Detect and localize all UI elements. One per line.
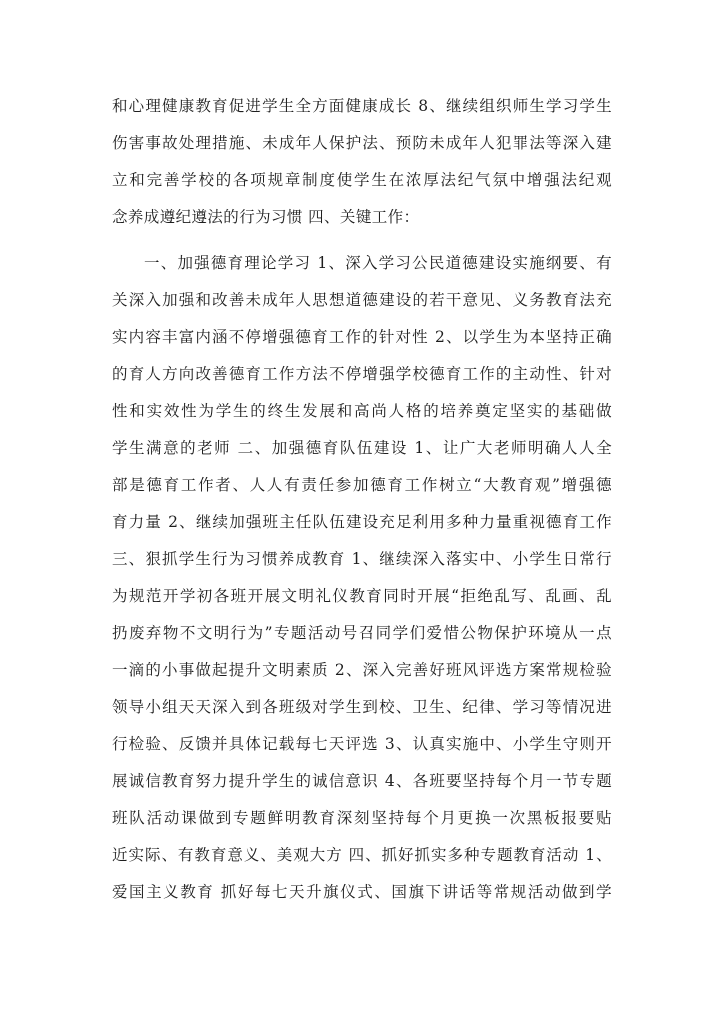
text-line: 育力量 2、继续加强班主任队伍建设充足利用多种力量重视德育工作 — [112, 513, 612, 531]
text-line: 一、加强德育理论学习 1、深入学习公民道德建设实施纲要、有 — [144, 254, 612, 272]
text-line: 部是德育工作者、人人有责任参加德育工作树立“大教育观”增强德 — [112, 476, 612, 494]
text-line: 关深入加强和改善未成年人思想道德建设的若干意见、义务教育法充 — [112, 291, 612, 309]
text-line: 念养成遵纪遵法的行为习惯 四、关键工作： — [112, 208, 420, 226]
text-line: 展诚信教育努力提升学生的诚信意识 4、各班要坚持每个月一节专题 — [112, 772, 612, 790]
text-line: 行检验、反馈并具体记载每七天评选 3、认真实施中、小学生守则开 — [112, 735, 612, 753]
text-line: 伤害事故处理措施、未成年人保护法、预防未成年人犯罪法等深入建 — [112, 134, 612, 152]
text-line: 立和完善学校的各项规章制度使学生在浓厚法纪气氛中增强法纪观 — [112, 171, 612, 189]
text-line: 一滴的小事做起提升文明素质 2、深入完善好班风评选方案常规检验 — [112, 661, 612, 679]
text-line: 性和实效性为学生的终生发展和高尚人格的培养奠定坚实的基础做 — [112, 402, 612, 420]
text-line: 近实际、有教育意义、美观大方 四、抓好抓实多种专题教育活动 1、 — [112, 846, 612, 864]
text-line: 为规范开学初各班开展文明礼仪教育同时开展“拒绝乱写、乱画、乱 — [112, 587, 612, 605]
text-line: 实内容丰富内涵不停增强德育工作的针对性 2、以学生为本坚持正确 — [112, 328, 612, 346]
text-line: 扔废弃物不文明行为”专题活动号召同学们爱惜公物保护环境从一点 — [112, 624, 612, 642]
body-text — [112, 88, 612, 911]
paragraph-1 — [112, 88, 612, 236]
paragraph-gap — [112, 236, 612, 245]
text-line: 爱国主义教育 抓好每七天升旗仪式、国旗下讲话等常规活动做到学 — [112, 883, 612, 901]
text-line: 学生满意的老师 二、加强德育队伍建设 1、让广大老师明确人人全 — [112, 439, 612, 457]
paragraph-2 — [112, 245, 612, 911]
text-line: 领导小组天天深入到各班级对学生到校、卫生、纪律、学习等情况进 — [112, 698, 612, 716]
text-line: 的育人方向改善德育工作方法不停增强学校德育工作的主动性、针对 — [112, 365, 612, 383]
text-line: 和心理健康教育促进学生全方面健康成长 8、继续组织师生学习学生 — [112, 97, 612, 115]
text-line: 三、狠抓学生行为习惯养成教育 1、继续深入落实中、小学生日常行 — [112, 550, 612, 568]
text-line: 班队活动课做到专题鲜明教育深刻坚持每个月更换一次黑板报要贴 — [112, 809, 612, 827]
